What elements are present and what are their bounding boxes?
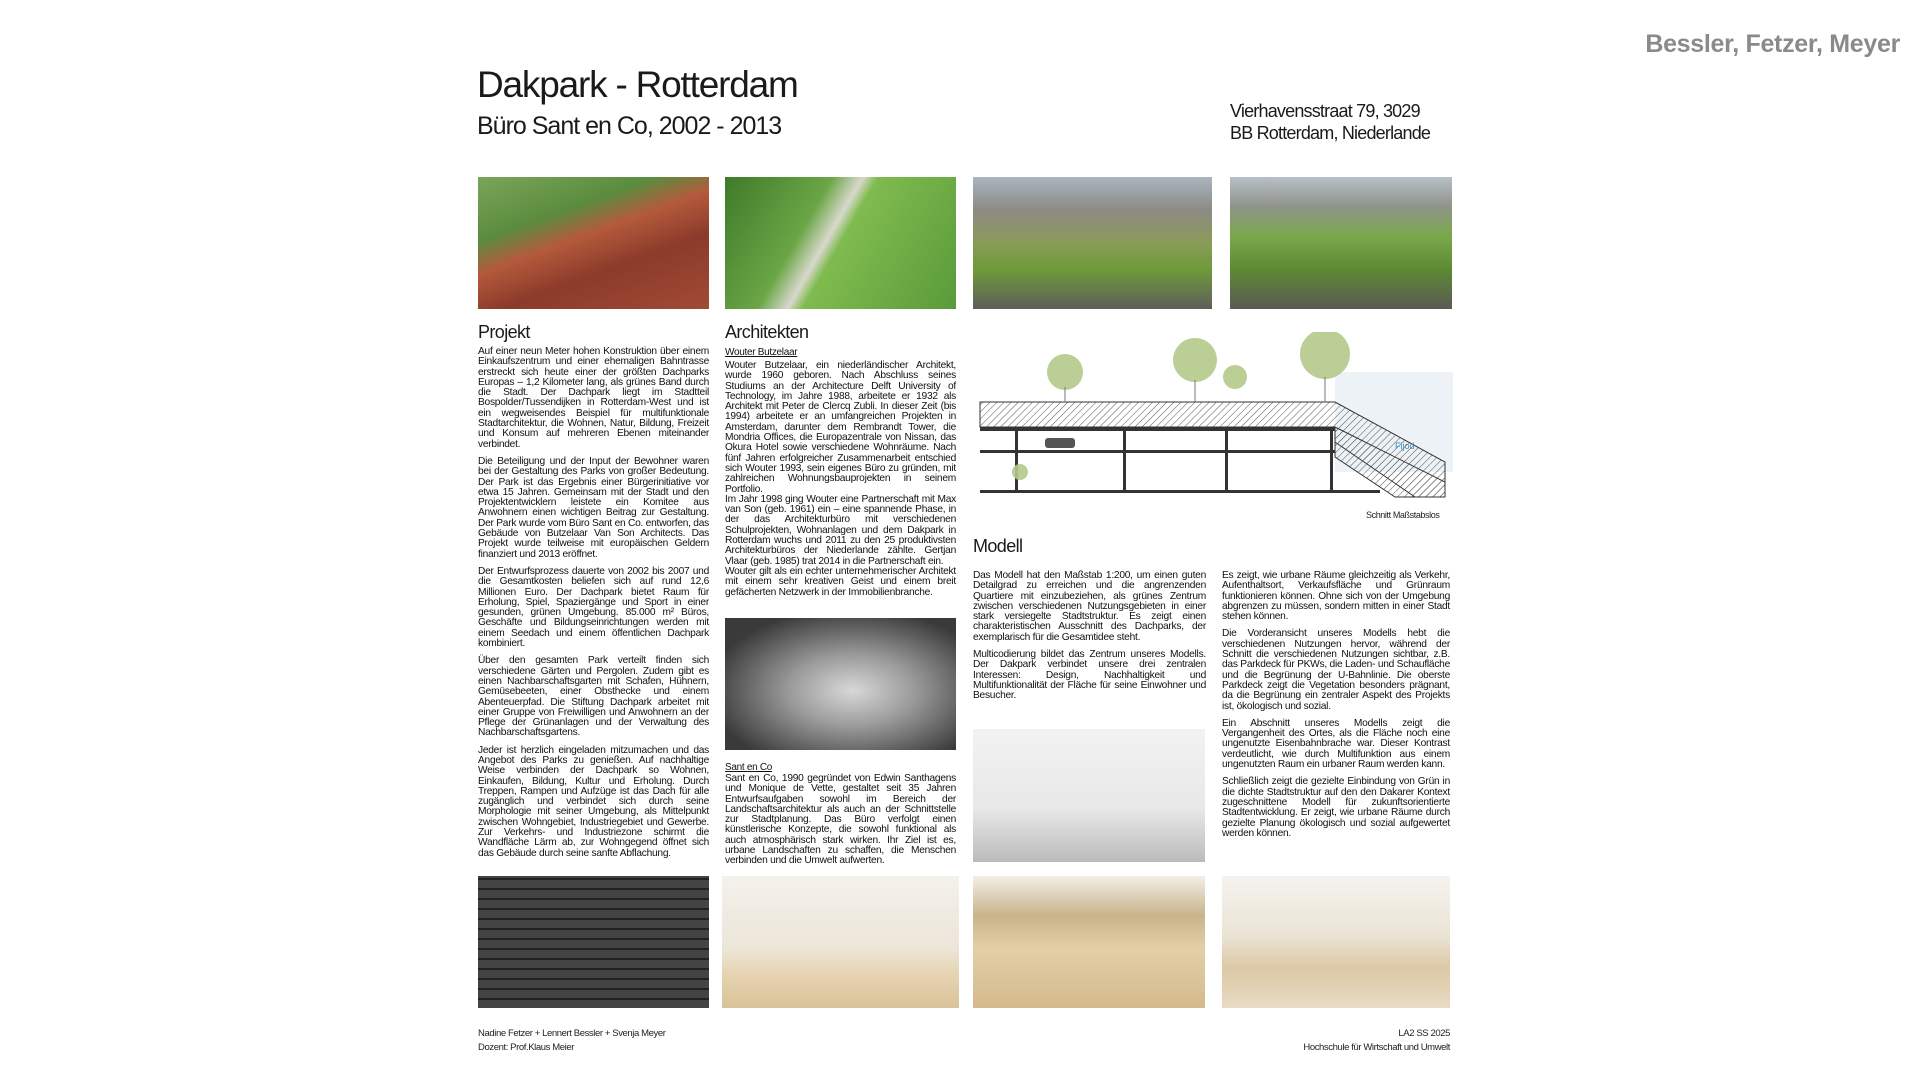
address-line-2: BB Rotterdam, Niederlande — [1230, 123, 1431, 143]
author-brand: Bessler, Fetzer, Meyer — [1645, 30, 1900, 58]
modell-text-right — [1222, 571, 1450, 846]
modell-paragraph: Das Modell hat den Maßstab 1:200, um einen guten Detailgrad zu erreichen und die angrenzenden Quartiere mit einzubeziehen, als grünes Zentrum zwischen verschiedenen Nutzungsgebieten in einer stark versiegelte Stadtstruktur. Es zeigt einen charakteristischen Ausschnitt des Dachparks, der exemplarisch für die Gesamtidee steht. — [973, 570, 1206, 643]
modell-paragraph: Multicodierung bildet das Zentrum unseres Modells. Der Dakpark verbindet unsere drei zentralen Interessen: Design, Nachhaltigkeit und Multifunktionalität der Fläche für seine Einwohner und Besucher. — [973, 649, 1206, 702]
section-caption: Schnitt Maßstabslos — [1366, 510, 1440, 520]
section-label: Fljod — [1395, 441, 1415, 451]
modell-paragraph: Ein Abschnitt unseres Modells zeigt die Vergangenheit des Ortes, als die Fläche noch eine ungenutzte Eisenbahnbrache war. Dieser Kontrast verdeutlicht, wie durch Multifunktion aus einem ungenutzten Raum ein urbaner Raum werden kann. — [1222, 717, 1450, 771]
photo-model-front — [722, 876, 959, 1008]
footer-school: Hochschule für Wirtschaft und Umwelt — [1303, 1042, 1450, 1053]
modell-text-left — [973, 571, 1206, 709]
architect-paragraph: Wouter gilt als ein echter unternehmerischer Architekt mit einem sehr kreativen Geist und einem breit gefächerten Netzwerk in der Immobilienbranche. — [725, 565, 956, 598]
projekt-heading: Projekt — [478, 322, 530, 342]
projekt-paragraph: Auf einer neun Meter hohen Konstruktion über einem Einkaufszentrum und einer ehemaligen Bahntrasse erstreckt sich heute einer der größten Dachparks Europas – 1,2 Kilometer lang, als grünes Band durch die Stadt. Der Dachpark liegt im Stadtteil Bospolder/Tussendijken in Rotterdam-West und ist ein wegweisendes Beispiel für multifunktionale Stadtarchitektur, die Wohnen, Natur, Bildung, Freizeit und Konsum auf mehreren Ebenen miteinander verbindet. — [478, 346, 709, 450]
photo-aerial-park-2 — [1230, 177, 1452, 309]
projekt-paragraph: Der Entwurfsprozess dauerte von 2002 bis 2007 und die Gesamtkosten beliefen sich auf rund 12,6 Millionen Euro. Der Dachpark bietet Raum für Erholung, Spiel, Spaziergänge und Sport in einer gesunden, grünen Umgebung. 85.000 m² Büros, Geschäfte und Bildungseinrichtungen werden mit einem Seedach und einem öffentlichen Dachpark kombiniert. — [478, 565, 709, 650]
address-line-1: Vierhavensstraat 79, 3029 — [1230, 101, 1420, 121]
photo-park-paths — [725, 177, 956, 309]
photo-team-portrait — [478, 876, 709, 1008]
architect-name: Wouter Butzelaar — [725, 347, 798, 358]
photo-model-section — [973, 876, 1205, 1008]
footer-course: LA2 SS 2025 — [1398, 1028, 1450, 1039]
modell-paragraph: Die Vorderansicht unseres Modells hebt die verschiedenen Nutzungen hervor, während der Schnitt die verschiedenen Nutzungen sichtbar, z.B. das Parkdeck für PKWs, die Laden- und Schaufläche und die Begrünung der U-Bahnlinie. Die oberste Parkdeck zeigt die Vegetation besonders prägnant, da die Begrünung ein zentraler Aspekt des Projekts ist, ökologisch und sozial. — [1222, 628, 1450, 712]
address — [1230, 100, 1430, 144]
footer-authors: Nadine Fetzer + Lennert Bessler + Svenja Meyer — [478, 1028, 666, 1039]
photo-rooftop-building — [478, 177, 709, 309]
page-title: Dakpark - Rotterdam — [477, 64, 798, 105]
office-text: Sant en Co, 1990 gegründet von Edwin Santhagens und Monique de Vette, gestaltet seit 35 Jahren Entwurfsaufgaben sowohl im Bereich der Landschaftsarchitektur als auch an der Schnittstelle zur Stadtplanung. Das Büro verfolgt einen künstlerische Konzepte, die sowohl funktional als auch atmosphärisch stark wirken. Ihr Ziel ist es, urbane Landschaften zu schaffen, die Menschen verbinden und die Umwelt aufwerten. — [725, 773, 956, 867]
architect-paragraph: Wouter Butzelaar, ein niederländischer Architekt, wurde 1960 geboren. Nach Abschluss seines Studiums an der Architecture Delft University of Technology, im Jahre 1988, arbeitete er 1932 als Architekt mit Peter de Clercq Zubli. In dieser Zeit (bis 1994) arbeitete er an umfangreichen Projekten in Amsterdam, darunter dem Rembrandt Tower, die Mondria Offices, die Europazentrale von Nissan, das Okura Hotel sowie verschiedene Wohnräume. Nach fünf Jahren erfolgreicher Zusammenarbeit entschied sich Wouter 1993, sein eigenes Büro zu gründen, mit zahlreichen Wohnungsbauprojekten in seinem Portfolio. — [725, 360, 956, 495]
footer-lecturer: Dozent: Prof.Klaus Meier — [478, 1042, 574, 1053]
modell-paragraph: Es zeigt, wie urbane Räume gleichzeitig als Verkehr, Aufenthaltsort, Verkaufsfläche und Grünraum funktionieren können. Ohne sich von der Umgebung abgrenzen zu müssen, sondern mitten in einer Stadt stehen können. — [1222, 570, 1450, 623]
photo-model-side — [1222, 876, 1450, 1008]
photo-team-with-model — [973, 729, 1205, 862]
modell-heading: Modell — [973, 536, 1023, 556]
section-drawing — [975, 332, 1453, 507]
page-subtitle: Büro Sant en Co, 2002 - 2013 — [477, 112, 782, 140]
photo-architect-portrait — [725, 618, 956, 750]
projekt-paragraph: Jeder ist herzlich eingeladen mitzumachen und das Angebot des Parks zu genießen. Auf nachhaltige Weise verbinden der Dachpark so Wohnen, Einkaufen, Bildung, Kultur und Erholung. Durch Treppen, Rampen und Aufzüge ist das Dach für alle zugänglich und verbindet sich durch seine Morphologie mit seiner Umgebung, als Mittelpunkt zwischen Wohngebiet, Industriegebiet und Gewerbe. Zur Verkehrs- und Industriezone schirmt die Wandfläche Lärm ab, zur Wohngegend öffnet sich das Gebäude durch seine sanfte Abflachung. — [478, 744, 709, 859]
architect-bio — [725, 361, 956, 598]
projekt-paragraph: Die Beteiligung und der Input der Bewohner waren bei der Gestaltung des Parks von großer Bedeutung. Der Park ist das Ergebnis einer Bürgerinitiative vor etwa 15 Jahren. Gemeinsam mit der Stadt und den Projektentwicklern leistete ein Komitee aus Anwohnern einen wichtigen Beitrag zur Gestaltung. Der Park wurde vom Büro Sant en Co. entworfen, das Gebäude von Butzelaar Van Son Architects. Das Projekt wurde teilweise mit europäischen Geldern finanziert und 2013 eröffnet. — [478, 455, 709, 560]
modell-paragraph: Schließlich zeigt die gezielte Einbindung von Grün in die dichte Stadtstruktur auf den den Dakarer Kontext zugeschnittene Modell für zukunftsorientierte Stadtentwicklung. Er zeigt, wie urbane Räume durch gezielte Planung ökologisch und sozial aufgewertet werden können. — [1222, 776, 1450, 839]
photo-aerial-park-1 — [973, 177, 1212, 309]
architect-paragraph: Im Jahr 1998 ging Wouter eine Partnerschaft mit Max van Son (geb. 1961) ein – eine spannende Phase, in der das Architekturbüro mit verschiedenen Schulprojekten, Wohnanlagen und dem Dakpark in Rotterdam wuchs und 2011 zu den 25 produktivsten Architekturbüros der Niederlande zählte. Gertjan Vlaar (geb. 1985) trat 2014 in die Partnerschaft ein. — [725, 493, 956, 567]
architekten-heading: Architekten — [725, 322, 809, 342]
office-name: Sant en Co — [725, 762, 773, 773]
projekt-paragraph: Über den gesamten Park verteilt finden sich verschiedene Gärten und Pergolen. Zudem gibt es einen Nachbarschaftsgarten mit Schafen, Hühnern, Gemüsebeeten, einer Obsthecke und einem Abenteuerpfad. Die Stiftung Dachpark arbeitet mit einer Gruppe von Freiwilligen und Anwohnern an der Pflege der Grünanlagen und der Verwaltung des Nachbarschaftsgartens. — [478, 655, 709, 739]
projekt-text — [478, 347, 709, 866]
